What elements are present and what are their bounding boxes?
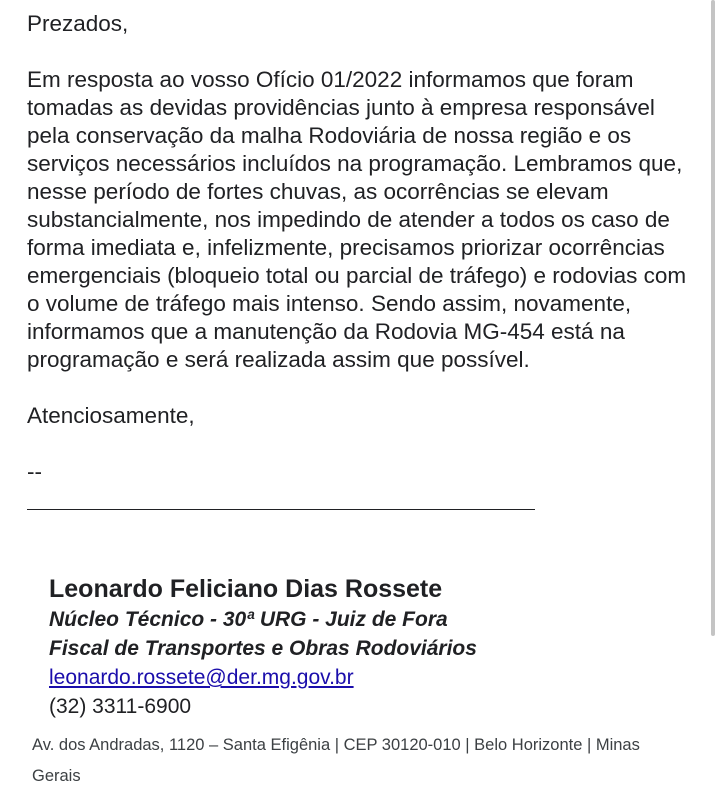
signature-divider bbox=[27, 486, 535, 510]
email-greeting: Prezados, bbox=[27, 11, 129, 36]
signature-address: Av. dos Andradas, 1120 – Santa Efigênia | CEP 30120-010 | Belo Horizonte | Minas Gerais bbox=[32, 736, 640, 785]
signature-department: Núcleo Técnico - 30ª URG - Juiz de Fora bbox=[49, 608, 448, 631]
signature-separator: -- bbox=[27, 459, 42, 484]
signature-phone: (32) 3311-6900 bbox=[49, 695, 192, 718]
vertical-scrollbar[interactable] bbox=[711, 0, 715, 636]
signature-email-link[interactable]: leonardo.rossete@der.mg.gov.br bbox=[49, 666, 354, 689]
email-body bbox=[27, 10, 697, 510]
email-message: Em resposta ao vosso Ofício 01/2022 informamos que foram tomadas as devidas providências junto à empresa responsável pela conservação da malha Rodoviária de nossa região e os serviços necessários incluídos na programação. Lembramos que, nesse período de fortes chuvas, as ocorrências se elevam substancialmente, nos impedindo de atender a todos os caso de forma imediata e, infelizmente, precisamos priorizar ocorrências emergenciais (bloqueio total ou parcial de tráfego) e rodovias com o volume de tráfego mais intenso. Sendo assim, novamente, informamos que a manutenção da Rodovia MG-454 está na programação e será realizada assim que possível. bbox=[27, 67, 687, 372]
email-closing: Atenciosamente, bbox=[27, 403, 195, 428]
email-signature bbox=[49, 573, 699, 721]
signature-name: Leonardo Feliciano Dias Rossete bbox=[49, 575, 443, 603]
signature-role: Fiscal de Transportes e Obras Rodoviários bbox=[49, 637, 477, 660]
